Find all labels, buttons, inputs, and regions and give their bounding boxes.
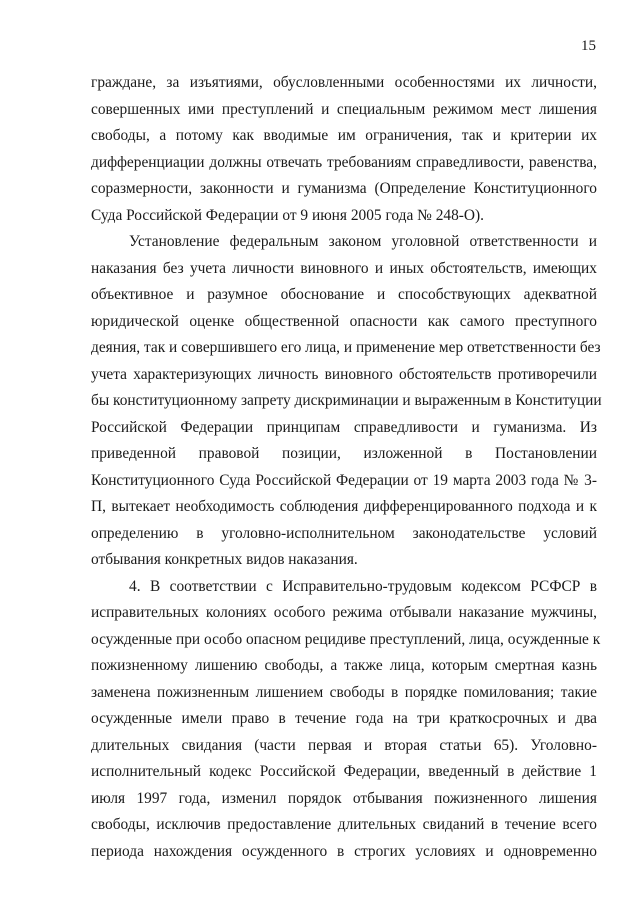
text-line: соразмерности, законности и гуманизма (Определение Конституционного [91,180,597,197]
text-line: 4. В соответствии с Исправительно-трудовым кодексом РСФСР в [129,577,597,595]
text-line: заменена пожизненным лишением свободы в порядке помилования; такие [91,683,597,701]
text-line: пожизненному лишению свободы, а также лица, которым смертная казнь [91,657,597,674]
paragraph-3 [91,574,601,866]
text-line: определению в уголовно-исполнительном законодательстве условий [91,524,597,542]
text-line: осужденные при особо опасном рецидиве преступлений, лица, осужденные к [91,630,601,648]
text-line: учета характеризующих личность виновного обстоятельств противоречили [91,365,597,383]
body-text [91,70,602,865]
text-line: дифференциации должны отвечать требованиям справедливости, равенства, [91,153,597,171]
text-line: длительных свидания (части первая и вторая статьи 65). Уголовно- [91,736,597,754]
text-line: Конституционного Суда Российской Федерации от 19 марта 2003 года № 3- [91,471,597,489]
text-line: июля 1997 года, изменил порядок отбывания пожизненного лишения [91,789,597,807]
text-line: Российской Федерации принципам справедливости и гуманизма. Из [91,418,597,436]
text-line: исправительных колониях особого режима отбывали наказание мужчины, [91,604,597,621]
text-line: периода нахождения осужденного в строгих условиях и одновременно [91,842,597,860]
text-line: свободы, исключив предоставление длительных свиданий в течение всего [91,816,597,833]
paragraph-1 [91,70,597,229]
text-line: совершенных ими преступлений и специальным режимом мест лишения [91,100,597,118]
text-line: осужденные имели право в течение года на три краткосрочных и два [91,710,597,727]
text-line: деяния, так и совершившего его лица, и применение мер ответственности без [91,339,601,356]
text-line: Суда Российской Федерации от 9 июня 2005 года № 248-О). [91,206,485,224]
page-number: 15 [581,38,596,54]
text-line: объективное и разумное обоснование и способствующих адекватной [91,286,597,303]
text-line: отбывания конкретных видов наказания. [91,551,358,568]
text-line: приведенной правовой позиции, изложенной в Постановлении [91,445,597,462]
text-line: наказания без учета личности виновного и иных обстоятельств, имеющих [91,259,597,277]
text-line: бы конституционному запрету дискриминации и выраженным в Конституции [91,392,602,409]
text-line: свободы, а потому как вводимые им ограничения, так и критерии их [91,127,597,144]
text-line: юридической оценке общественной опасности как самого преступного [91,312,597,330]
text-line: П, вытекает необходимость соблюдения дифференцированного подхода и к [91,498,597,515]
paragraph-2 [91,229,602,574]
text-line: исполнительный кодекс Российской Федерации, введенный в действие 1 [91,763,597,780]
text-line: граждане, за изъятиями, обусловленными особенностями их личности, [91,74,597,91]
text-line: Установление федеральным законом уголовной ответственности и [129,233,597,250]
